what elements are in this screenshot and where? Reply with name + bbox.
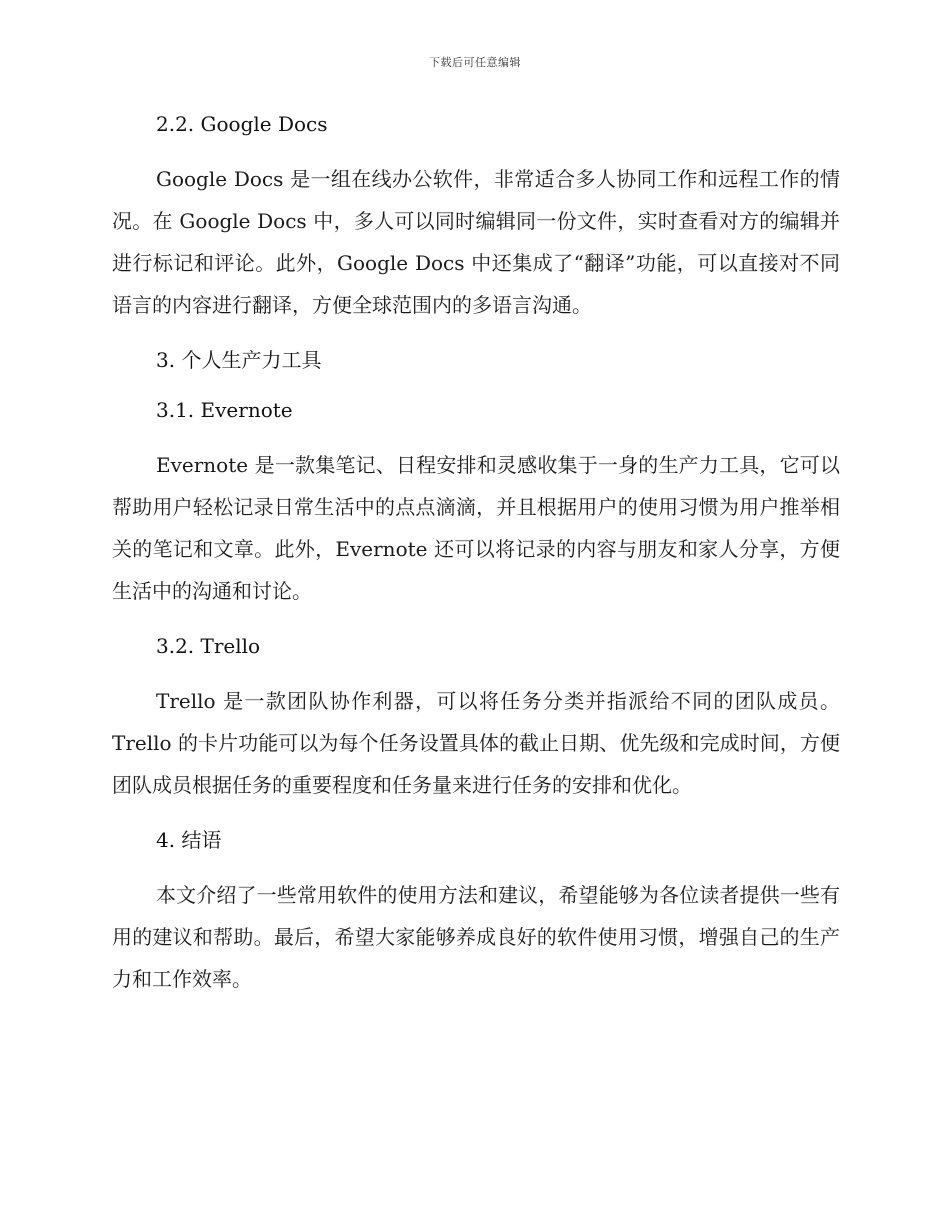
paragraph-evernote: Evernote 是一款集笔记、日程安排和灵感收集于一身的生产力工具，它可以帮助用户轻松记录日常生活中的点点滴滴，并且根据用户的使用习惯为用户推举相关的笔记和文章。此外，Evernote 还可以将记录的内容与朋友和家人分享，方便生活中的沟通和讨论。 bbox=[112, 453, 840, 603]
section-heading-conclusion: 4. 结语 bbox=[156, 828, 222, 852]
paragraph-conclusion: 本文介绍了一些常用软件的使用方法和建议，希望能够为各位读者提供一些有用的建议和帮助。最后，希望大家能够养成良好的软件使用习惯，增强自己的生产力和工作效率。 bbox=[112, 883, 840, 991]
section-heading-google-docs: 2.2. Google Docs bbox=[156, 112, 328, 136]
paragraph-trello: Trello 是一款团队协作利器，可以将任务分类并指派给不同的团队成员。Trello 的卡片功能可以为每个任务设置具体的截止日期、优先级和完成时间，方便团队成员根据任务的重要程度和任务量来进行任务的安排和优化。 bbox=[112, 689, 840, 797]
page-header: 下载后可任意编辑 bbox=[429, 56, 521, 69]
document-body bbox=[112, 108, 840, 1000]
section-heading-evernote: 3.1. Evernote bbox=[156, 398, 293, 422]
section-heading-trello: 3.2. Trello bbox=[156, 634, 261, 658]
section-heading-personal-productivity: 3. 个人生产力工具 bbox=[156, 348, 322, 372]
paragraph-google-docs: Google Docs 是一组在线办公软件，非常适合多人协同工作和远程工作的情况。在 Google Docs 中，多人可以同时编辑同一份文件，实时查看对方的编辑并进行标记和评论。此外，Google Docs 中还集成了“翻译”功能，可以直接对不同语言的内容进行翻译，方便全球范围内的多语言沟通。 bbox=[112, 167, 840, 317]
